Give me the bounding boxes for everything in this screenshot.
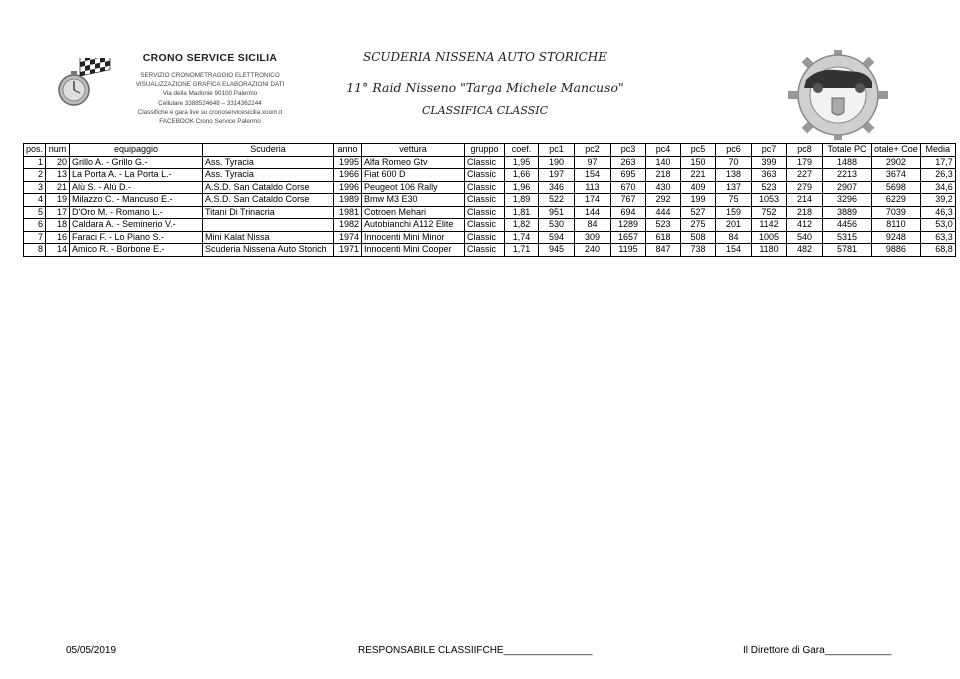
event-header bbox=[330, 48, 640, 117]
table-cell: Classic bbox=[465, 244, 505, 257]
table-cell: Innocenti Mini Minor bbox=[362, 231, 465, 244]
table-cell: 5781 bbox=[823, 244, 872, 257]
table-cell: 1142 bbox=[752, 219, 787, 232]
table-cell: 137 bbox=[716, 181, 752, 194]
table-cell: 1,96 bbox=[505, 181, 539, 194]
table-cell: 309 bbox=[575, 231, 611, 244]
table-cell: 523 bbox=[752, 181, 787, 194]
table-cell: 70 bbox=[716, 156, 752, 169]
table-cell: 263 bbox=[611, 156, 646, 169]
column-header: pc3 bbox=[611, 144, 646, 157]
table-cell: 174 bbox=[575, 194, 611, 207]
organizer-facebook: FACEBOOK Crono Service Palermo bbox=[159, 118, 261, 126]
table-cell: 221 bbox=[681, 169, 716, 182]
table-cell: 84 bbox=[575, 219, 611, 232]
footer-responsible: RESPONSABILE CLASSIIFCHE________________ bbox=[358, 645, 593, 656]
table-cell: 21 bbox=[46, 181, 70, 194]
column-header: equipaggio bbox=[70, 144, 203, 157]
table-cell: 523 bbox=[646, 219, 681, 232]
table-cell: 530 bbox=[539, 219, 575, 232]
table-cell: 847 bbox=[646, 244, 681, 257]
organizer-line: VISUALIZZAZIONE GRAFICA ELABORAZIONI DATI bbox=[135, 81, 285, 89]
checkered-flag-stopwatch-logo bbox=[52, 58, 116, 108]
table-cell: 6229 bbox=[872, 194, 921, 207]
table-cell: 1180 bbox=[752, 244, 787, 257]
footer-director: Il Direttore di Gara____________ bbox=[743, 645, 892, 656]
table-cell: 3889 bbox=[823, 206, 872, 219]
table-cell: 154 bbox=[716, 244, 752, 257]
table-cell: 275 bbox=[681, 219, 716, 232]
table-cell: Classic bbox=[465, 231, 505, 244]
table-cell: 84 bbox=[716, 231, 752, 244]
table-cell: 1,95 bbox=[505, 156, 539, 169]
table-cell: 16 bbox=[46, 231, 70, 244]
table-cell: 1974 bbox=[334, 231, 362, 244]
table-cell: 18 bbox=[46, 219, 70, 232]
table-cell: 738 bbox=[681, 244, 716, 257]
organizer-address: Via della Madonie 90100 Palermo bbox=[162, 90, 258, 98]
table-cell: 1982 bbox=[334, 219, 362, 232]
table-cell: Scuderia Nissena Auto Storich bbox=[203, 244, 334, 257]
table-cell: 39,2 bbox=[920, 194, 955, 207]
table-cell: Alù S. - Alù D.- bbox=[70, 181, 203, 194]
table-row bbox=[24, 231, 956, 244]
table-cell: 218 bbox=[646, 169, 681, 182]
column-header: pc6 bbox=[716, 144, 752, 157]
table-cell: Amico R. - Borbone E.- bbox=[70, 244, 203, 257]
table-cell: Faraci F. - Lo Piano S.- bbox=[70, 231, 203, 244]
classification-title: CLASSIFICA CLASSIC bbox=[421, 104, 549, 117]
table-cell: 218 bbox=[787, 206, 823, 219]
table-cell: 5698 bbox=[872, 181, 921, 194]
table-cell: 26,3 bbox=[920, 169, 955, 182]
column-header: pc1 bbox=[539, 144, 575, 157]
table-cell: 17 bbox=[46, 206, 70, 219]
table-cell: Cotroen Mehari bbox=[362, 206, 465, 219]
table-cell: 292 bbox=[646, 194, 681, 207]
table-cell: Milazzo C. - Mancuso E.- bbox=[70, 194, 203, 207]
column-header: pc4 bbox=[646, 144, 681, 157]
table-cell: Autobianchi A112 Elite bbox=[362, 219, 465, 232]
column-header: Media bbox=[920, 144, 955, 157]
table-cell: 767 bbox=[611, 194, 646, 207]
organizer-line: SERVIZIO CRONOMETRAGGIO ELETTRONICO bbox=[140, 72, 280, 79]
table-cell: 19 bbox=[46, 194, 70, 207]
table-cell: 1995 bbox=[334, 156, 362, 169]
table-cell: 6 bbox=[24, 219, 46, 232]
table-cell: Peugeot 106 Rally bbox=[362, 181, 465, 194]
table-cell: 1,81 bbox=[505, 206, 539, 219]
table-cell: 670 bbox=[611, 181, 646, 194]
table-cell: 694 bbox=[611, 206, 646, 219]
table-cell: La Porta A. - La Porta L.- bbox=[70, 169, 203, 182]
table-cell: 34,6 bbox=[920, 181, 955, 194]
table-cell: 2907 bbox=[823, 181, 872, 194]
table-cell: 113 bbox=[575, 181, 611, 194]
table-cell: Fiat 600 D bbox=[362, 169, 465, 182]
table-cell: 3 bbox=[24, 181, 46, 194]
table-cell: 9886 bbox=[872, 244, 921, 257]
column-header: pc7 bbox=[752, 144, 787, 157]
event-title: 11° Raid Nisseno "Targa Michele Mancuso" bbox=[346, 80, 624, 95]
table-cell: 1989 bbox=[334, 194, 362, 207]
column-header: Totale PC bbox=[823, 144, 872, 157]
table-cell: 97 bbox=[575, 156, 611, 169]
table-cell: 945 bbox=[539, 244, 575, 257]
table-cell: 346 bbox=[539, 181, 575, 194]
table-cell: 695 bbox=[611, 169, 646, 182]
table-cell: 7039 bbox=[872, 206, 921, 219]
organizer-website: Classifiche e gara live su cronoservicesicilia.xoom.it bbox=[137, 108, 283, 116]
table-cell: Ass. Tyracia bbox=[203, 169, 334, 182]
table-cell: 214 bbox=[787, 194, 823, 207]
table-cell: 1981 bbox=[334, 206, 362, 219]
table-cell: 46,3 bbox=[920, 206, 955, 219]
table-cell: 1966 bbox=[334, 169, 362, 182]
table-cell: 13 bbox=[46, 169, 70, 182]
table-cell: 363 bbox=[752, 169, 787, 182]
table-row bbox=[24, 169, 956, 182]
table-cell: Classic bbox=[465, 206, 505, 219]
table-cell: 190 bbox=[539, 156, 575, 169]
table-cell: 1,82 bbox=[505, 219, 539, 232]
table-cell: 199 bbox=[681, 194, 716, 207]
table-cell: 201 bbox=[716, 219, 752, 232]
table-cell: 594 bbox=[539, 231, 575, 244]
table-cell: 409 bbox=[681, 181, 716, 194]
table-cell: 240 bbox=[575, 244, 611, 257]
table-cell: 1488 bbox=[823, 156, 872, 169]
column-header: gruppo bbox=[465, 144, 505, 157]
table-cell: 154 bbox=[575, 169, 611, 182]
column-header: pos. bbox=[24, 144, 46, 157]
table-header-row bbox=[24, 144, 956, 157]
column-header: anno bbox=[334, 144, 362, 157]
table-cell: 482 bbox=[787, 244, 823, 257]
table-cell: 227 bbox=[787, 169, 823, 182]
table-cell: A.S.D. San Cataldo Corse bbox=[203, 194, 334, 207]
table-cell: 179 bbox=[787, 156, 823, 169]
table-cell: Ass. Tyracia bbox=[203, 156, 334, 169]
table-cell: 951 bbox=[539, 206, 575, 219]
table-cell: 1005 bbox=[752, 231, 787, 244]
table-cell: Alfa Romeo Gtv bbox=[362, 156, 465, 169]
table-cell: 1053 bbox=[752, 194, 787, 207]
table-cell: 4 bbox=[24, 194, 46, 207]
table-cell: 444 bbox=[646, 206, 681, 219]
table-cell: 412 bbox=[787, 219, 823, 232]
table-cell: 17,7 bbox=[920, 156, 955, 169]
club-gear-car-logo bbox=[788, 50, 888, 140]
table-cell: 7 bbox=[24, 231, 46, 244]
table-cell bbox=[203, 219, 334, 232]
organizer-name: CRONO SERVICE SICILIA bbox=[142, 52, 278, 64]
table-cell: 527 bbox=[681, 206, 716, 219]
table-cell: 2 bbox=[24, 169, 46, 182]
table-cell: 1195 bbox=[611, 244, 646, 257]
table-cell: Classic bbox=[465, 219, 505, 232]
table-cell: 20 bbox=[46, 156, 70, 169]
column-header: pc8 bbox=[787, 144, 823, 157]
column-header: num bbox=[46, 144, 70, 157]
table-cell: Mini Kalat Nissa bbox=[203, 231, 334, 244]
table-cell: 1,74 bbox=[505, 231, 539, 244]
column-header: otale+ Coe bbox=[872, 144, 921, 157]
table-cell: 1996 bbox=[334, 181, 362, 194]
table-cell: 1,89 bbox=[505, 194, 539, 207]
table-cell: D'Oro M. - Romano L.- bbox=[70, 206, 203, 219]
table-cell: 752 bbox=[752, 206, 787, 219]
table-cell: 5315 bbox=[823, 231, 872, 244]
table-cell: 618 bbox=[646, 231, 681, 244]
table-cell: 138 bbox=[716, 169, 752, 182]
column-header: coef. bbox=[505, 144, 539, 157]
column-header: vettura bbox=[362, 144, 465, 157]
table-row bbox=[24, 194, 956, 207]
table-cell: Classic bbox=[465, 169, 505, 182]
table-row bbox=[24, 156, 956, 169]
table-cell: 1 bbox=[24, 156, 46, 169]
table-cell: 1971 bbox=[334, 244, 362, 257]
table-cell: 1657 bbox=[611, 231, 646, 244]
table-cell: 1,66 bbox=[505, 169, 539, 182]
column-header: pc5 bbox=[681, 144, 716, 157]
table-cell: Grillo A. - Grillo G.- bbox=[70, 156, 203, 169]
table-cell: 68,8 bbox=[920, 244, 955, 257]
table-cell: 2902 bbox=[872, 156, 921, 169]
results-body bbox=[24, 156, 956, 256]
table-cell: 53,0 bbox=[920, 219, 955, 232]
table-cell: Titani Di Trinacria bbox=[203, 206, 334, 219]
organizer-info bbox=[120, 52, 300, 126]
table-cell: A.S.D. San Cataldo Corse bbox=[203, 181, 334, 194]
table-row bbox=[24, 181, 956, 194]
table-cell: 140 bbox=[646, 156, 681, 169]
table-row bbox=[24, 219, 956, 232]
column-header: Scuderia bbox=[203, 144, 334, 157]
table-cell: Bmw M3 E30 bbox=[362, 194, 465, 207]
table-cell: 5 bbox=[24, 206, 46, 219]
table-cell: 522 bbox=[539, 194, 575, 207]
footer-date: 05/05/2019 bbox=[66, 645, 117, 656]
table-cell: 9248 bbox=[872, 231, 921, 244]
organizer-phone: Cellulare 3388524648 – 3314362244 bbox=[158, 99, 262, 107]
table-cell: Classic bbox=[465, 194, 505, 207]
table-cell: 430 bbox=[646, 181, 681, 194]
table-cell: 1,71 bbox=[505, 244, 539, 257]
table-cell: Classic bbox=[465, 156, 505, 169]
column-header: pc2 bbox=[575, 144, 611, 157]
table-row bbox=[24, 244, 956, 257]
table-cell: 279 bbox=[787, 181, 823, 194]
table-cell: 8110 bbox=[872, 219, 921, 232]
table-cell: 2213 bbox=[823, 169, 872, 182]
table-cell: 4456 bbox=[823, 219, 872, 232]
table-cell: 63,3 bbox=[920, 231, 955, 244]
table-cell: 197 bbox=[539, 169, 575, 182]
table-cell: 8 bbox=[24, 244, 46, 257]
table-cell: 150 bbox=[681, 156, 716, 169]
table-cell: 144 bbox=[575, 206, 611, 219]
table-cell: 159 bbox=[716, 206, 752, 219]
table-cell: Caldara A. - Seminerio V.- bbox=[70, 219, 203, 232]
table-cell: 14 bbox=[46, 244, 70, 257]
table-cell: 1289 bbox=[611, 219, 646, 232]
table-cell: 3296 bbox=[823, 194, 872, 207]
table-cell: Innocenti Mini Cooper bbox=[362, 244, 465, 257]
table-row bbox=[24, 206, 956, 219]
table-cell: 508 bbox=[681, 231, 716, 244]
table-cell: Classic bbox=[465, 181, 505, 194]
table-cell: 399 bbox=[752, 156, 787, 169]
table-cell: 3674 bbox=[872, 169, 921, 182]
table-cell: 540 bbox=[787, 231, 823, 244]
results-table bbox=[23, 143, 956, 257]
event-organizer: SCUDERIA NISSENA AUTO STORICHE bbox=[362, 50, 608, 64]
table-cell: 75 bbox=[716, 194, 752, 207]
